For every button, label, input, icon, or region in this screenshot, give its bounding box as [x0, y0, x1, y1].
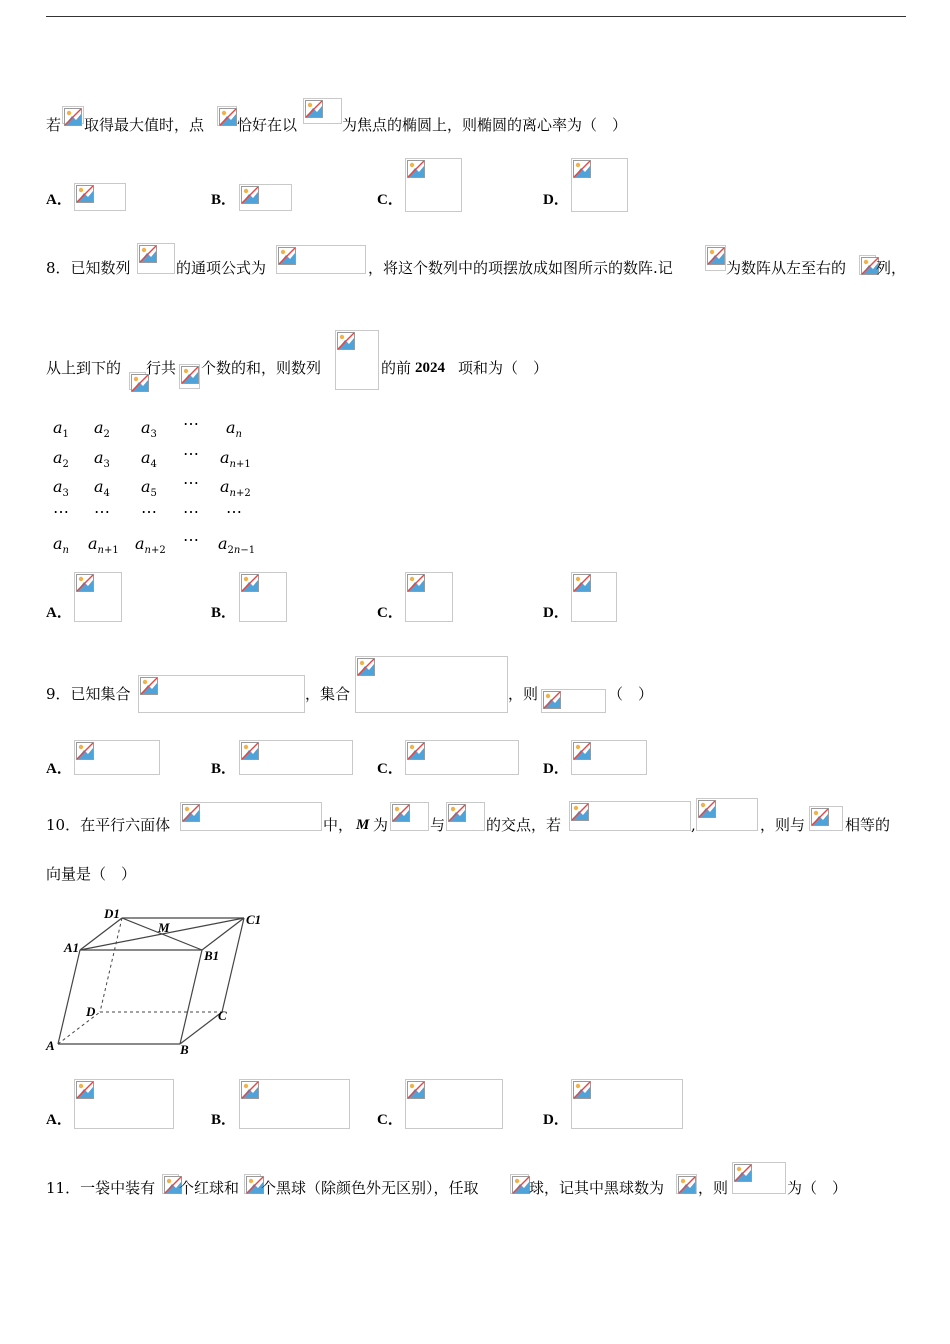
option-a-label: A． — [46, 192, 72, 208]
q11-text-3: 个黑球（除颜色外无区别），任取 — [261, 1179, 479, 1197]
formula-image — [162, 1174, 179, 1194]
label-c1: C1 — [246, 912, 262, 927]
broken-image-icon — [734, 1164, 752, 1182]
broken-image-icon — [573, 160, 591, 178]
matrix-cell: $a_2$ — [53, 448, 69, 471]
label-m: M — [158, 920, 170, 935]
broken-image-icon — [407, 574, 425, 592]
matrix-cell: $a_2$ — [94, 418, 110, 441]
matrix-cell: $a_{2n-1}$ — [218, 534, 256, 557]
formula-image — [355, 656, 508, 713]
broken-image-icon — [448, 804, 466, 822]
broken-image-icon — [181, 366, 199, 384]
parallelepiped-figure — [40, 902, 280, 1062]
option-c-label: C． — [377, 605, 403, 621]
option-c-image — [405, 158, 462, 212]
broken-image-icon — [182, 804, 200, 822]
broken-image-icon — [543, 691, 561, 709]
q8-text-9: 的前 — [381, 359, 412, 377]
option-d-image — [571, 572, 617, 622]
broken-image-icon — [357, 658, 375, 676]
formula-image — [217, 106, 237, 126]
matrix-cell: $a_{n+1}$ — [220, 448, 251, 471]
broken-image-icon — [241, 742, 259, 760]
broken-image-icon — [698, 800, 716, 818]
matrix-cell: ⋯ — [226, 502, 242, 521]
q8-text-3: ，将这个数列中的项摆放成如图所示的数阵.记 — [368, 259, 673, 277]
matrix-cell: $a_3$ — [141, 418, 157, 441]
q9-text-3: ，则 — [508, 685, 539, 703]
label-a: A — [46, 1038, 55, 1053]
q11-text-2: 个红球和 — [179, 1179, 240, 1197]
matrix-cell: $a_n$ — [53, 534, 69, 557]
formula-image — [129, 372, 146, 390]
matrix-cell: ⋯ — [183, 473, 199, 492]
q8-text-5: 列， — [876, 259, 907, 277]
formula-image — [676, 1174, 697, 1194]
formula-image — [569, 801, 691, 831]
q10-text-9: 相等的 — [845, 816, 891, 834]
option-d-label: D． — [543, 761, 569, 777]
option-d-image — [571, 740, 647, 775]
option-b-image — [239, 740, 353, 775]
matrix-cell: ⋯ — [183, 444, 199, 463]
matrix-cell: ⋯ — [94, 502, 110, 521]
option-b-image — [239, 184, 292, 211]
formula-image — [809, 806, 843, 831]
option-d-label: D． — [543, 1112, 569, 1128]
q7-text-2: 取得最大值时，点 — [84, 116, 205, 134]
formula-image — [180, 802, 322, 831]
formula-image — [335, 330, 379, 390]
option-c-label: C． — [377, 192, 403, 208]
q10-text-10: 向量是（ ） — [46, 865, 137, 883]
option-b-label: B． — [211, 761, 237, 777]
q7-text-3: 恰好在以 — [237, 116, 298, 134]
matrix-cell: $a_3$ — [94, 448, 110, 471]
option-c-image — [405, 740, 519, 775]
option-a-label: A． — [46, 605, 72, 621]
q11-text-1: 11．一袋中装有 — [46, 1179, 156, 1197]
broken-image-icon — [64, 108, 82, 126]
broken-image-icon — [219, 108, 237, 126]
matrix-cell: $a_4$ — [141, 448, 157, 471]
matrix-cell: ⋯ — [141, 502, 157, 521]
formula-image — [62, 106, 84, 124]
matrix-cell: $a_{n+1}$ — [88, 534, 119, 557]
formula-image — [303, 98, 342, 124]
formula-image — [137, 243, 175, 274]
label-b: B — [180, 1042, 189, 1057]
q10-text-4: 为 — [373, 816, 389, 834]
broken-image-icon — [241, 574, 259, 592]
broken-image-icon — [337, 332, 355, 350]
broken-image-icon — [573, 1081, 591, 1099]
q8-text-10: 2024 — [415, 360, 445, 376]
formula-image — [446, 802, 485, 831]
matrix-cell: $a_n$ — [226, 418, 242, 441]
broken-image-icon — [573, 742, 591, 760]
broken-image-icon — [76, 185, 94, 203]
q10-text-3: M — [356, 817, 370, 833]
header-rule — [46, 16, 906, 17]
option-a-label: A． — [46, 1112, 72, 1128]
option-b-image — [239, 572, 287, 622]
q11-text-4: 球，记其中黑球数为 — [529, 1179, 665, 1197]
matrix-cell: ⋯ — [183, 530, 199, 549]
matrix-cell: $a_{n+2}$ — [135, 534, 166, 557]
q10-text-8: ，则与 — [760, 816, 806, 834]
option-a-image — [74, 740, 160, 775]
broken-image-icon — [407, 742, 425, 760]
broken-image-icon — [76, 574, 94, 592]
option-d-image — [571, 1079, 683, 1129]
matrix-cell: ⋯ — [183, 414, 199, 433]
q7-text-1: 若 — [46, 116, 62, 134]
option-c-image — [405, 572, 453, 622]
q9-text-1: 9．已知集合 — [46, 685, 131, 703]
formula-image — [696, 798, 758, 831]
label-d: D — [86, 1004, 96, 1019]
q8-text-8: 个数的和，则数列 — [201, 359, 322, 377]
option-a-label: A． — [46, 761, 72, 777]
q7-text-4: 为焦点的椭圆上，则椭圆的离心率为（ ） — [342, 116, 628, 134]
broken-image-icon — [76, 1081, 94, 1099]
formula-image — [732, 1162, 786, 1194]
option-c-label: C． — [377, 1112, 403, 1128]
formula-image — [705, 245, 726, 271]
label-b1: B1 — [204, 948, 220, 963]
q8-text-4: 为数阵从左至右的 — [726, 259, 847, 277]
q11-text-5: ，则 — [698, 1179, 729, 1197]
option-d-label: D． — [543, 605, 569, 621]
q10-text-5: 与 — [430, 816, 446, 834]
broken-image-icon — [139, 245, 157, 263]
option-c-label: C． — [377, 761, 403, 777]
broken-image-icon — [241, 186, 259, 204]
option-b-label: B． — [211, 1112, 237, 1128]
broken-image-icon — [407, 1081, 425, 1099]
q8-text-11: 项和为（ ） — [458, 359, 549, 377]
option-b-image — [239, 1079, 350, 1129]
broken-image-icon — [140, 677, 158, 695]
matrix-cell: $a_3$ — [53, 477, 69, 500]
q11-text-6: 为（ ） — [787, 1179, 848, 1197]
q8-text-6: 从上到下的 — [46, 359, 122, 377]
broken-image-icon — [76, 742, 94, 760]
option-a-image — [74, 572, 122, 622]
matrix-cell: ⋯ — [53, 502, 69, 521]
broken-image-icon — [512, 1176, 530, 1194]
matrix-cell: ⋯ — [183, 502, 199, 521]
label-d1: D1 — [104, 906, 120, 921]
option-c-image — [405, 1079, 503, 1129]
q10-text-2: 中， — [323, 816, 354, 834]
formula-image — [390, 802, 429, 831]
option-d-label: D． — [543, 192, 569, 208]
matrix-cell: $a_1$ — [53, 418, 69, 441]
q10-text-6: 的交点，若 — [486, 816, 562, 834]
formula-image — [859, 255, 876, 275]
option-b-label: B． — [211, 192, 237, 208]
option-d-image — [571, 158, 628, 212]
broken-image-icon — [305, 100, 323, 118]
formula-image — [179, 364, 200, 389]
broken-image-icon — [392, 804, 410, 822]
broken-image-icon — [571, 803, 589, 821]
formula-image — [244, 1174, 261, 1194]
formula-image — [138, 675, 305, 713]
q8-text-7: 行共 — [146, 359, 177, 377]
matrix-cell: $a_4$ — [94, 477, 110, 500]
formula-image — [276, 245, 366, 274]
option-a-image — [74, 183, 126, 211]
option-b-label: B． — [211, 605, 237, 621]
label-c: C — [218, 1008, 227, 1023]
q8-text-1: 8．已知数列 — [46, 259, 131, 277]
broken-image-icon — [241, 1081, 259, 1099]
q8-text-2: 的通项公式为 — [176, 259, 267, 277]
q10-text-1: 10．在平行六面体 — [46, 816, 171, 834]
broken-image-icon — [811, 808, 829, 826]
matrix-cell: $a_{n+2}$ — [220, 477, 251, 500]
matrix-cell: $a_5$ — [141, 477, 157, 500]
broken-image-icon — [278, 247, 296, 265]
broken-image-icon — [407, 160, 425, 178]
broken-image-icon — [573, 574, 591, 592]
q9-text-4: （ ） — [608, 685, 654, 703]
broken-image-icon — [707, 247, 725, 265]
formula-image — [510, 1174, 529, 1194]
formula-image — [541, 689, 606, 713]
label-a1: A1 — [64, 940, 80, 955]
broken-image-icon — [678, 1176, 696, 1194]
q9-text-2: ，集合 — [305, 685, 351, 703]
q10-text-7: , — [691, 816, 696, 834]
option-a-image — [74, 1079, 174, 1129]
